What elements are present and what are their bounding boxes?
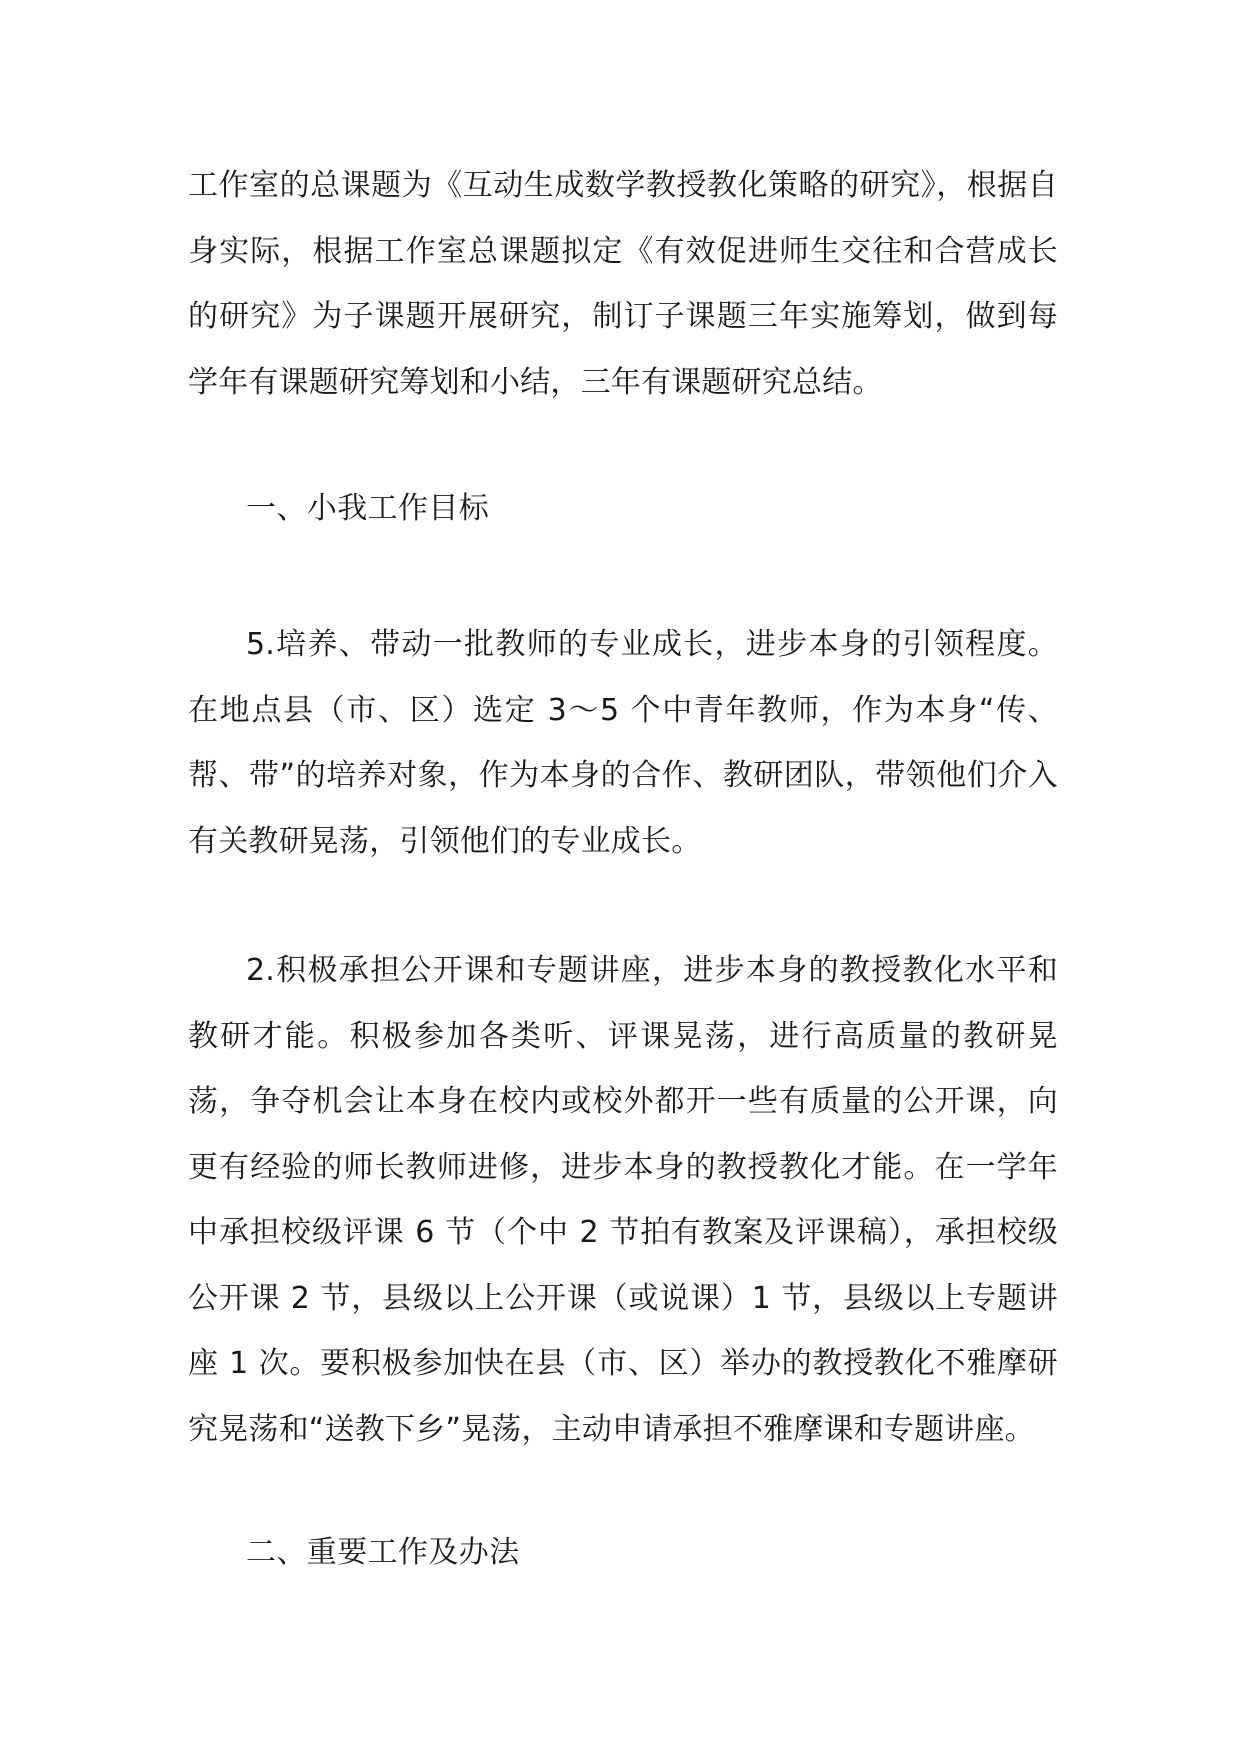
goal-paragraph-5: 5.培养、带动一批教师的专业成长，进步本身的引领程度。在地点县（市、区）选定 3～5 个中青年教师，作为本身“传、帮、带”的培养对象，作为本身的合作、教研团队，带领他们介入有关教研晃荡，引领他们的专业成长。 (188, 627, 1058, 859)
section-heading-main-work: 二、重要工作及办法 (246, 1535, 520, 1570)
goal-paragraph-2: 2.积极承担公开课和专题讲座，进步本身的教授教化水平和教研才能。积极参加各类听、评课晃荡，进行高质量的教研晃荡，争夺机会让本身在校内或校外都开一些有质量的公开课，向更有经验的师长教师进修，进步本身的教授教化才能。在一学年中承担校级评课 6 节（个中 2 节拍有教案及评课稿），承担校级公开课 2 节，县级以上公开课（或说课）1 节，县级以上专题讲座 1 次。要积极参加快在县（市、区）举办的教授教化不雅摩研究晃荡和“送教下乡”晃荡，主动申请承担不雅摩课和专题讲座。 (188, 953, 1058, 1447)
section-heading-personal-goals: 一、小我工作目标 (246, 491, 490, 526)
intro-paragraph: 工作室的总课题为《互动生成数学教授教化策略的研究》，根据自身实际，根据工作室总课题拟定《有效促进师生交往和合营成长的研究》为子课题开展研究，制订子课题三年实施筹划，做到每学年有课题研究筹划和小结，三年有课题研究总结。 (188, 168, 1058, 400)
